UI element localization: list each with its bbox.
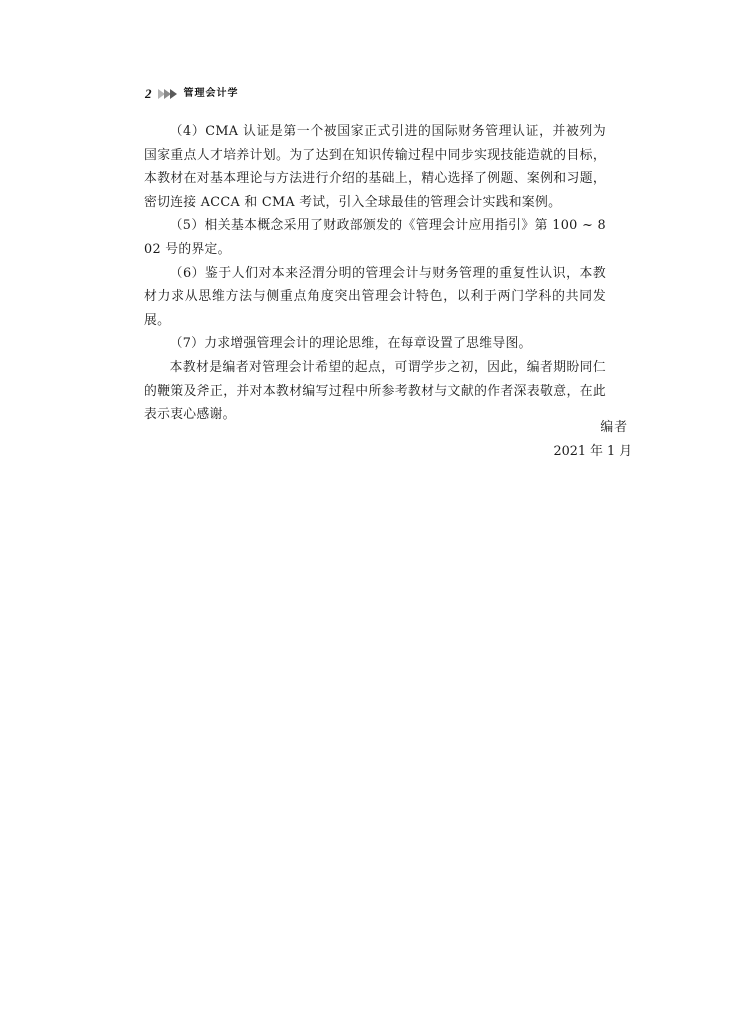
- signature-date: 2021 年 1 月: [553, 443, 632, 459]
- double-arrow-icon: [158, 88, 178, 100]
- page-number: 2: [145, 86, 152, 101]
- signature-author: 编者: [600, 420, 628, 435]
- running-title: 管理会计学: [183, 88, 239, 99]
- body-text: [144, 120, 606, 427]
- paragraph-item-6: （6）鉴于人们对本来泾渭分明的管理会计与财务管理的重复性认识，本教材力求从思维方法与侧重点角度突出管理会计特色，以利于两门学科的共同发展。: [144, 265, 606, 328]
- paragraph-item-5: （5）相关基本概念采用了财政部颁发的《管理会计应用指引》第 100 ~ 802 号的界定。: [144, 218, 606, 257]
- paragraph-acknowledgement: 本教材是编者对管理会计希望的起点，可谓学步之初，因此，编者期盼同仁的鞭策及斧正，并对本教材编写过程中所参考教材与文献的作者深表敬意，在此表示衷心感谢。: [144, 359, 606, 423]
- running-header: [145, 86, 239, 102]
- signature-block: [553, 416, 632, 463]
- paragraph-item-4: （4）CMA 认证是第一个被国家正式引进的国际财务管理认证，并被列为国家重点人才培养计划。为了达到在知识传输过程中同步实现技能造就的目标，本教材在对基本理论与方法进行介绍的基础上，精心选择了例题、案例和习题，密切连接 ACCA 和 CMA 考试，引入全球最佳的管理会计实践和案例。: [144, 124, 606, 210]
- paragraph-item-7: （7）力求增强管理会计的理论思维，在每章设置了思维导图。: [169, 336, 532, 352]
